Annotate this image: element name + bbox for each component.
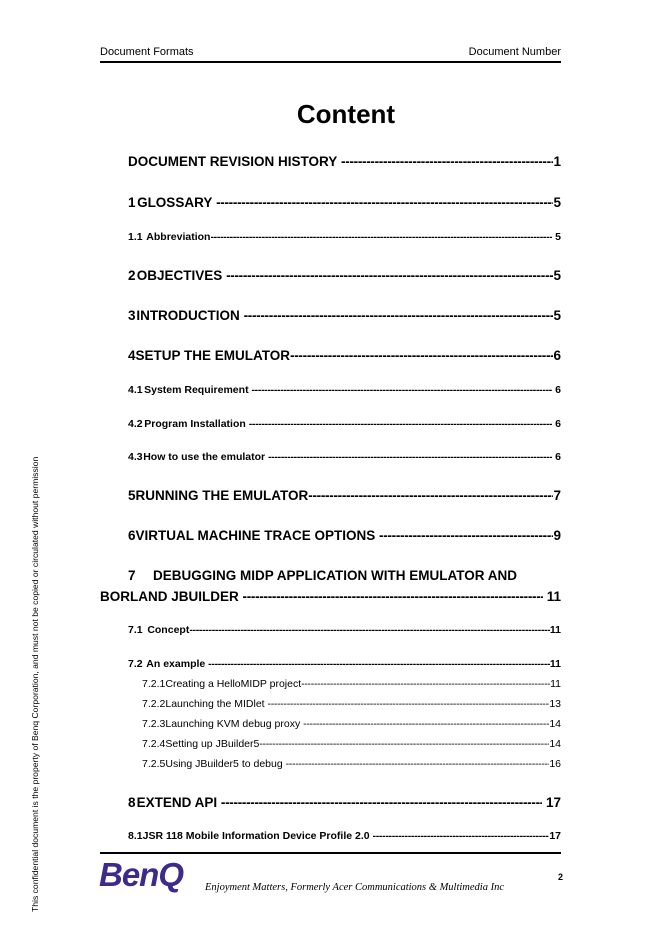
toc-entry-launching-midlet[interactable] (142, 698, 561, 710)
toc-leader (301, 678, 550, 690)
header-right: Document Number (468, 46, 561, 58)
toc-entry-introduction[interactable] (128, 308, 561, 323)
toc-page: 1 (553, 154, 561, 169)
toc-text: Using JBuilder5 to debug (165, 758, 283, 770)
toc-page: 5 (553, 268, 561, 283)
toc-entry-concept[interactable] (128, 624, 561, 636)
header-rule (100, 61, 561, 63)
toc-page: 5 (553, 195, 561, 210)
toc-number: 7.2.3 (142, 718, 166, 730)
toc-text: Abbreviation (146, 231, 211, 243)
toc-leader (189, 624, 550, 636)
toc-entry-running-emulator[interactable] (128, 488, 561, 503)
toc-number: 3 (128, 308, 136, 323)
toc-leader (210, 231, 552, 243)
toc-text: DEBUGGING MIDP APPLICATION WITH EMULATOR AND (153, 568, 517, 583)
toc-text: DOCUMENT REVISION HISTORY (128, 154, 338, 169)
toc-entry-program-installation[interactable] (128, 418, 561, 430)
toc-number: 7.2.5 (142, 758, 166, 770)
footer-tagline: Enjoyment Matters, Formerly Acer Communications & Multimedia Inc (205, 882, 505, 893)
toc-number: 4.1 (128, 384, 143, 396)
toc-number: 1 (128, 195, 136, 210)
toc-page: 11 (549, 658, 561, 670)
toc-page: 14 (549, 718, 561, 730)
page-title: Content (296, 99, 396, 129)
toc-number: 7.2.4 (142, 738, 166, 750)
toc-leader (221, 795, 542, 810)
toc-leader (268, 698, 550, 710)
toc-text: INTRODUCTION (136, 308, 240, 323)
toc-text: RUNNING THE EMULATOR (135, 488, 309, 503)
toc-page: 5 (553, 308, 561, 323)
toc-entry-debugging-line2[interactable] (100, 589, 561, 604)
toc-leader (290, 348, 553, 363)
toc-page: 7 (553, 488, 561, 503)
toc-text: Program Installation (144, 418, 246, 430)
toc-text: GLOSSARY (137, 195, 213, 210)
toc-leader (226, 268, 553, 283)
confidential-notice: This confidential document is the property of Benq Corporation, and must not be copied or circulated without permission (30, 456, 40, 912)
toc-leader (208, 658, 550, 670)
page-number: 2 (557, 872, 563, 882)
toc-page: 14 (549, 738, 561, 750)
toc-entry-objectives[interactable] (128, 268, 561, 283)
toc-page: 13 (549, 698, 561, 710)
toc-text: OBJECTIVES (136, 268, 223, 283)
toc-text: Creating a HelloMIDP project (165, 678, 302, 690)
toc-leader (243, 589, 543, 604)
toc-text: SETUP THE EMULATOR (135, 348, 291, 363)
toc-entry-setting-up-jbuilder[interactable] (142, 738, 561, 750)
toc-leader (308, 488, 553, 503)
toc-leader (286, 758, 550, 770)
toc-number: 2 (128, 268, 136, 283)
toc-number: 4.2 (128, 418, 143, 430)
toc-leader (341, 154, 553, 169)
toc-leader (244, 308, 554, 323)
toc-entry-glossary[interactable] (128, 195, 561, 210)
toc-entry-system-requirement[interactable] (128, 384, 561, 396)
toc-text: JSR 118 Mobile Information Device Profile 2.0 (142, 830, 370, 842)
toc-number: 1.1 (128, 231, 143, 243)
benq-logo: BenQ (99, 856, 184, 893)
toc-entry-creating-hellomidp[interactable] (142, 678, 561, 690)
toc-page: 5 (555, 231, 561, 243)
toc-page: 6 (555, 418, 561, 430)
toc-text: BORLAND JBUILDER (100, 589, 239, 604)
toc-page: 17 (545, 795, 561, 810)
toc-text: Concept (147, 624, 190, 636)
header-left: Document Formats (100, 46, 194, 58)
toc-number: 7 (128, 568, 136, 583)
toc-text: EXTEND API (136, 795, 218, 810)
toc-leader (249, 418, 553, 430)
toc-number: 8 (128, 795, 136, 810)
toc-entry-an-example[interactable] (128, 658, 561, 670)
toc-number: 7.2.1 (142, 678, 166, 690)
footer-rule (100, 852, 561, 854)
toc-text: Setting up JBuilder5 (165, 738, 260, 750)
toc-text: How to use the emulator (143, 451, 266, 463)
toc-entry-extend-api[interactable] (128, 795, 561, 810)
toc-number: 7.2.2 (142, 698, 166, 710)
toc-entry-revision-history[interactable] (128, 154, 561, 169)
toc-entry-vm-trace-options[interactable] (128, 528, 561, 543)
toc-number: 4.3 (128, 451, 143, 463)
toc-page: 17 (549, 830, 561, 842)
toc-entry-using-jbuilder-debug[interactable] (142, 758, 561, 770)
toc-page: 6 (555, 384, 561, 396)
toc-leader (251, 384, 552, 396)
toc-page: 16 (549, 758, 561, 770)
toc-entry-jsr-118[interactable] (128, 830, 561, 842)
toc-entry-debugging-line1[interactable] (128, 568, 561, 583)
toc-text: Launching KVM debug proxy (165, 718, 301, 730)
toc-number: 6 (128, 528, 136, 543)
toc-page: 9 (553, 528, 561, 543)
toc-text: An example (146, 658, 206, 670)
toc-leader (303, 718, 549, 730)
toc-text: VIRTUAL MACHINE TRACE OPTIONS (135, 528, 376, 543)
toc-leader (216, 195, 553, 210)
toc-leader (379, 528, 553, 543)
toc-page: 11 (549, 624, 561, 636)
toc-entry-setup-emulator[interactable] (128, 348, 561, 363)
toc-entry-how-to-use[interactable] (128, 451, 561, 463)
toc-number: 5 (128, 488, 136, 503)
toc-leader (268, 451, 552, 463)
toc-number: 7.2 (128, 658, 143, 670)
toc-entry-abbreviation[interactable] (128, 231, 561, 243)
toc-leader (373, 830, 550, 842)
toc-number: 8.1 (128, 830, 143, 842)
toc-page: 11 (550, 678, 561, 690)
toc-text: Launching the MIDlet (165, 698, 265, 710)
toc-number: 7.1 (128, 624, 143, 636)
toc-entry-launching-kvm-proxy[interactable] (142, 718, 561, 730)
toc-page: 6 (555, 451, 561, 463)
toc-leader (259, 738, 549, 750)
toc-number: 4 (128, 348, 136, 363)
toc-page: 11 (546, 589, 561, 604)
toc-page: 6 (553, 348, 561, 363)
toc-text: System Requirement (144, 384, 249, 396)
